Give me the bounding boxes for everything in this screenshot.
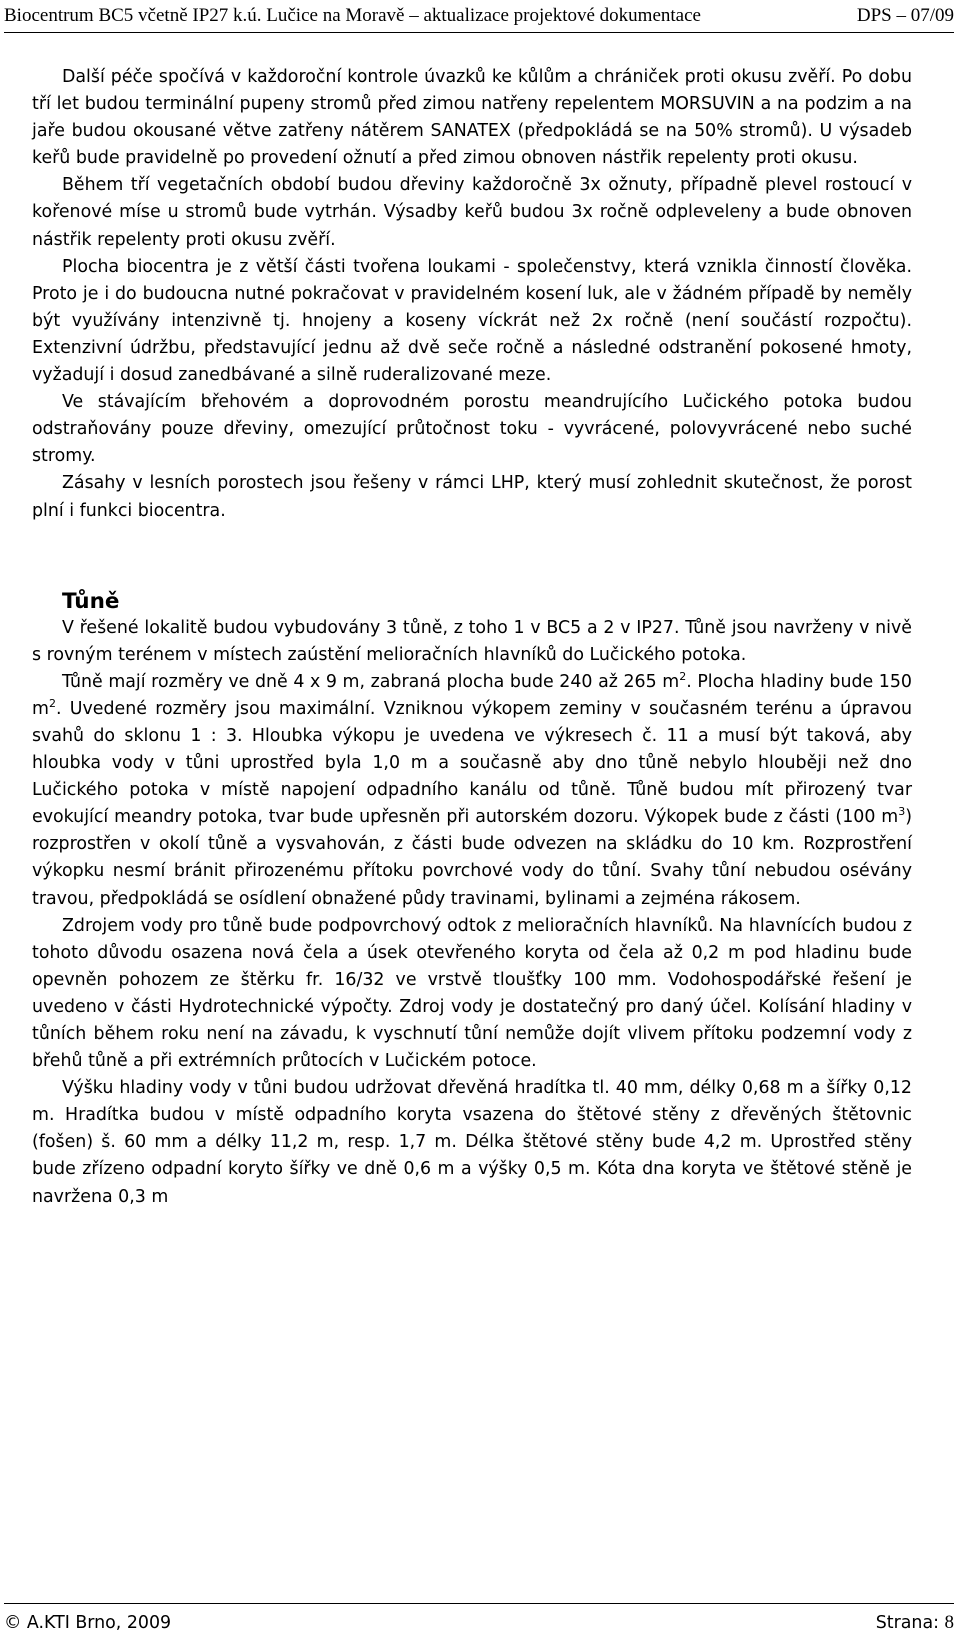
section-heading: Tůně — [62, 588, 120, 614]
paragraph: V řešené lokalitě budou vybudovány 3 tůně, z toho 1 v BC5 a 2 v IP27. Tůně jsou navrženy v nivě s rovným terénem v místech zaústění melioračních hlavníků do Lučického potoka. — [32, 617, 912, 665]
paragraph: Ve stávajícím břehovém a doprovodném porostu meandrujícího Lučického potoka budou odstraňovány pouze dřeviny, omezující průtočnost toku - vyvrácené, polovyvrácené nebo suché stromy. — [32, 392, 912, 467]
text-run: Tůně mají rozměry ve dně 4 x 9 m, zabraná plocha bude 240 až 265 m — [62, 671, 680, 692]
footer-page — [876, 1612, 954, 1634]
superscript: 2 — [679, 669, 687, 683]
paragraph — [32, 669, 912, 913]
paragraph: Zdrojem vody pro tůně bude podpovrchový odtok z melioračních hlavníků. Na hlavnících budou z tohoto důvodu osazena nová čela a úsek otevřeného koryta od čela až 0,2 m pod hladinu bude opevněn pohozem ze štěrku fr. 16/32 ve vrstvě tloušťky 100 mm. Vodohospodářské řešení je uvedeno v části Hydrotechnické výpočty. Zdroj vody je dostatečný pro daný účel. Kolísání hladiny v tůních během roku není na závadu, k vyschnutí tůní nemůže dojít vlivem přítoku podzemní vody z břehů tůně a při extrémních průtocích v Lučickém potoce. — [32, 915, 912, 1072]
paragraph: Plocha biocentra je z větší části tvořena loukami - společenstvy, která vznikla činností člověka. Proto je i do budoucna nutné pokračovat v pravidelném kosení luk, ale v žádném případě by neměly být využívány intenzivně tj. hnojeny a koseny víckrát než 2x ročně (není součástí rozpočtu). Extenzivní údržbu, představující jednu až dvě seče ročně a následné odstranění pokosené hmoty, vyžadují i dosud zanedbávané a silně ruderalizované meze. — [32, 256, 912, 386]
text-run: . Plocha hladiny bude 150 m — [32, 671, 912, 719]
spacer — [32, 525, 912, 588]
paragraph: Zásahy v lesních porostech jsou řešeny v rámci LHP, který musí zohlednit skutečnost, že porost plní i funkci biocentra. — [32, 473, 912, 521]
superscript: 2 — [48, 697, 56, 711]
paragraph: Další péče spočívá v každoroční kontrole úvazků ke kůlům a chrániček proti okusu zvěří. Po dobu tří let budou terminální pupeny stromů před zimou natřeny repelentem MORSUVIN a na podzim a na jaře budou okousané větve zatřeny nátěrem SANATEX (předpokládá se na 50% stromů). U výsadeb keřů bude pravidelně po provedení ožnutí a před zimou obnoven nástřik repelenty proti okusu. — [32, 67, 912, 169]
footer-copyright: © A.KTI Brno, 2009 — [4, 1613, 172, 1633]
header-doc-code: DPS – 07/09 — [856, 5, 954, 26]
page-header — [4, 0, 954, 33]
paragraph: Výšku hladiny vody v tůni budou udržovat dřevěná hradítka tl. 40 mm, délky 0,68 m a šířky 0,12 m. Hradítka budou v místě odpadního koryta vsazena do štětové stěny z dřevěných štětovnic (fošen) š. 60 mm a délky 11,2 m, resp. 1,7 m. Délka štětové stěny bude 4,2 m. Uprostřed stěny bude zřízeno odpadní koryto šířky ve dně 0,6 m a výšky 0,5 m. Kóta dna koryta ve štětové stěně je navržena 0,3 m — [32, 1078, 912, 1207]
document-body — [32, 64, 912, 1211]
page-footer — [4, 1603, 954, 1642]
header-title: Biocentrum BC5 včetně IP27 k.ú. Lučice na Moravě – aktualizace projektové dokumentace — [4, 5, 701, 26]
text-run: . Uvedené rozměry jsou maximální. Vzniknou výkopem zeminy v současném terénu a úpravou svahů do sklonu 1 : 3. Hloubka výkopu je uvedena ve výkresech č. 11 a musí být taková, aby hloubka vody v tůni uprostřed byla 1,0 m a současně aby dno tůně nebylo hlouběji než dno Lučického potoka v místě napojení odpadního kanálu od tůně. Tůně budou mít přirozený tvar evokující meandry potoka, tvar bude upřesněn při autorském dozoru. Výkopek bude z části (100 m — [32, 698, 912, 828]
paragraph: Během tří vegetačních období budou dřeviny každoročně 3x ožnuty, případně plevel rostoucí v kořenové míse u stromů bude vytrhán. Výsadby keřů budou 3x ročně odpleveleny a bude obnoven nástřik repelenty proti okusu zvěří. — [32, 175, 912, 250]
text-run: ) rozprostřen v okolí tůně a vysvahován, z části bude odvezen na skládku do 10 km. Rozprostření výkopku nesmí bránit přirozenému přítoku povrchové vody do tůní. Svahy tůní nebudou osévány travou, předpokládá se osídlení obnažené půdy travinami, bylinami a zejména rákosem. — [32, 807, 912, 909]
page-number: 8 — [944, 1612, 954, 1633]
superscript: 3 — [898, 805, 906, 819]
page-label: Strana: — [875, 1613, 939, 1633]
